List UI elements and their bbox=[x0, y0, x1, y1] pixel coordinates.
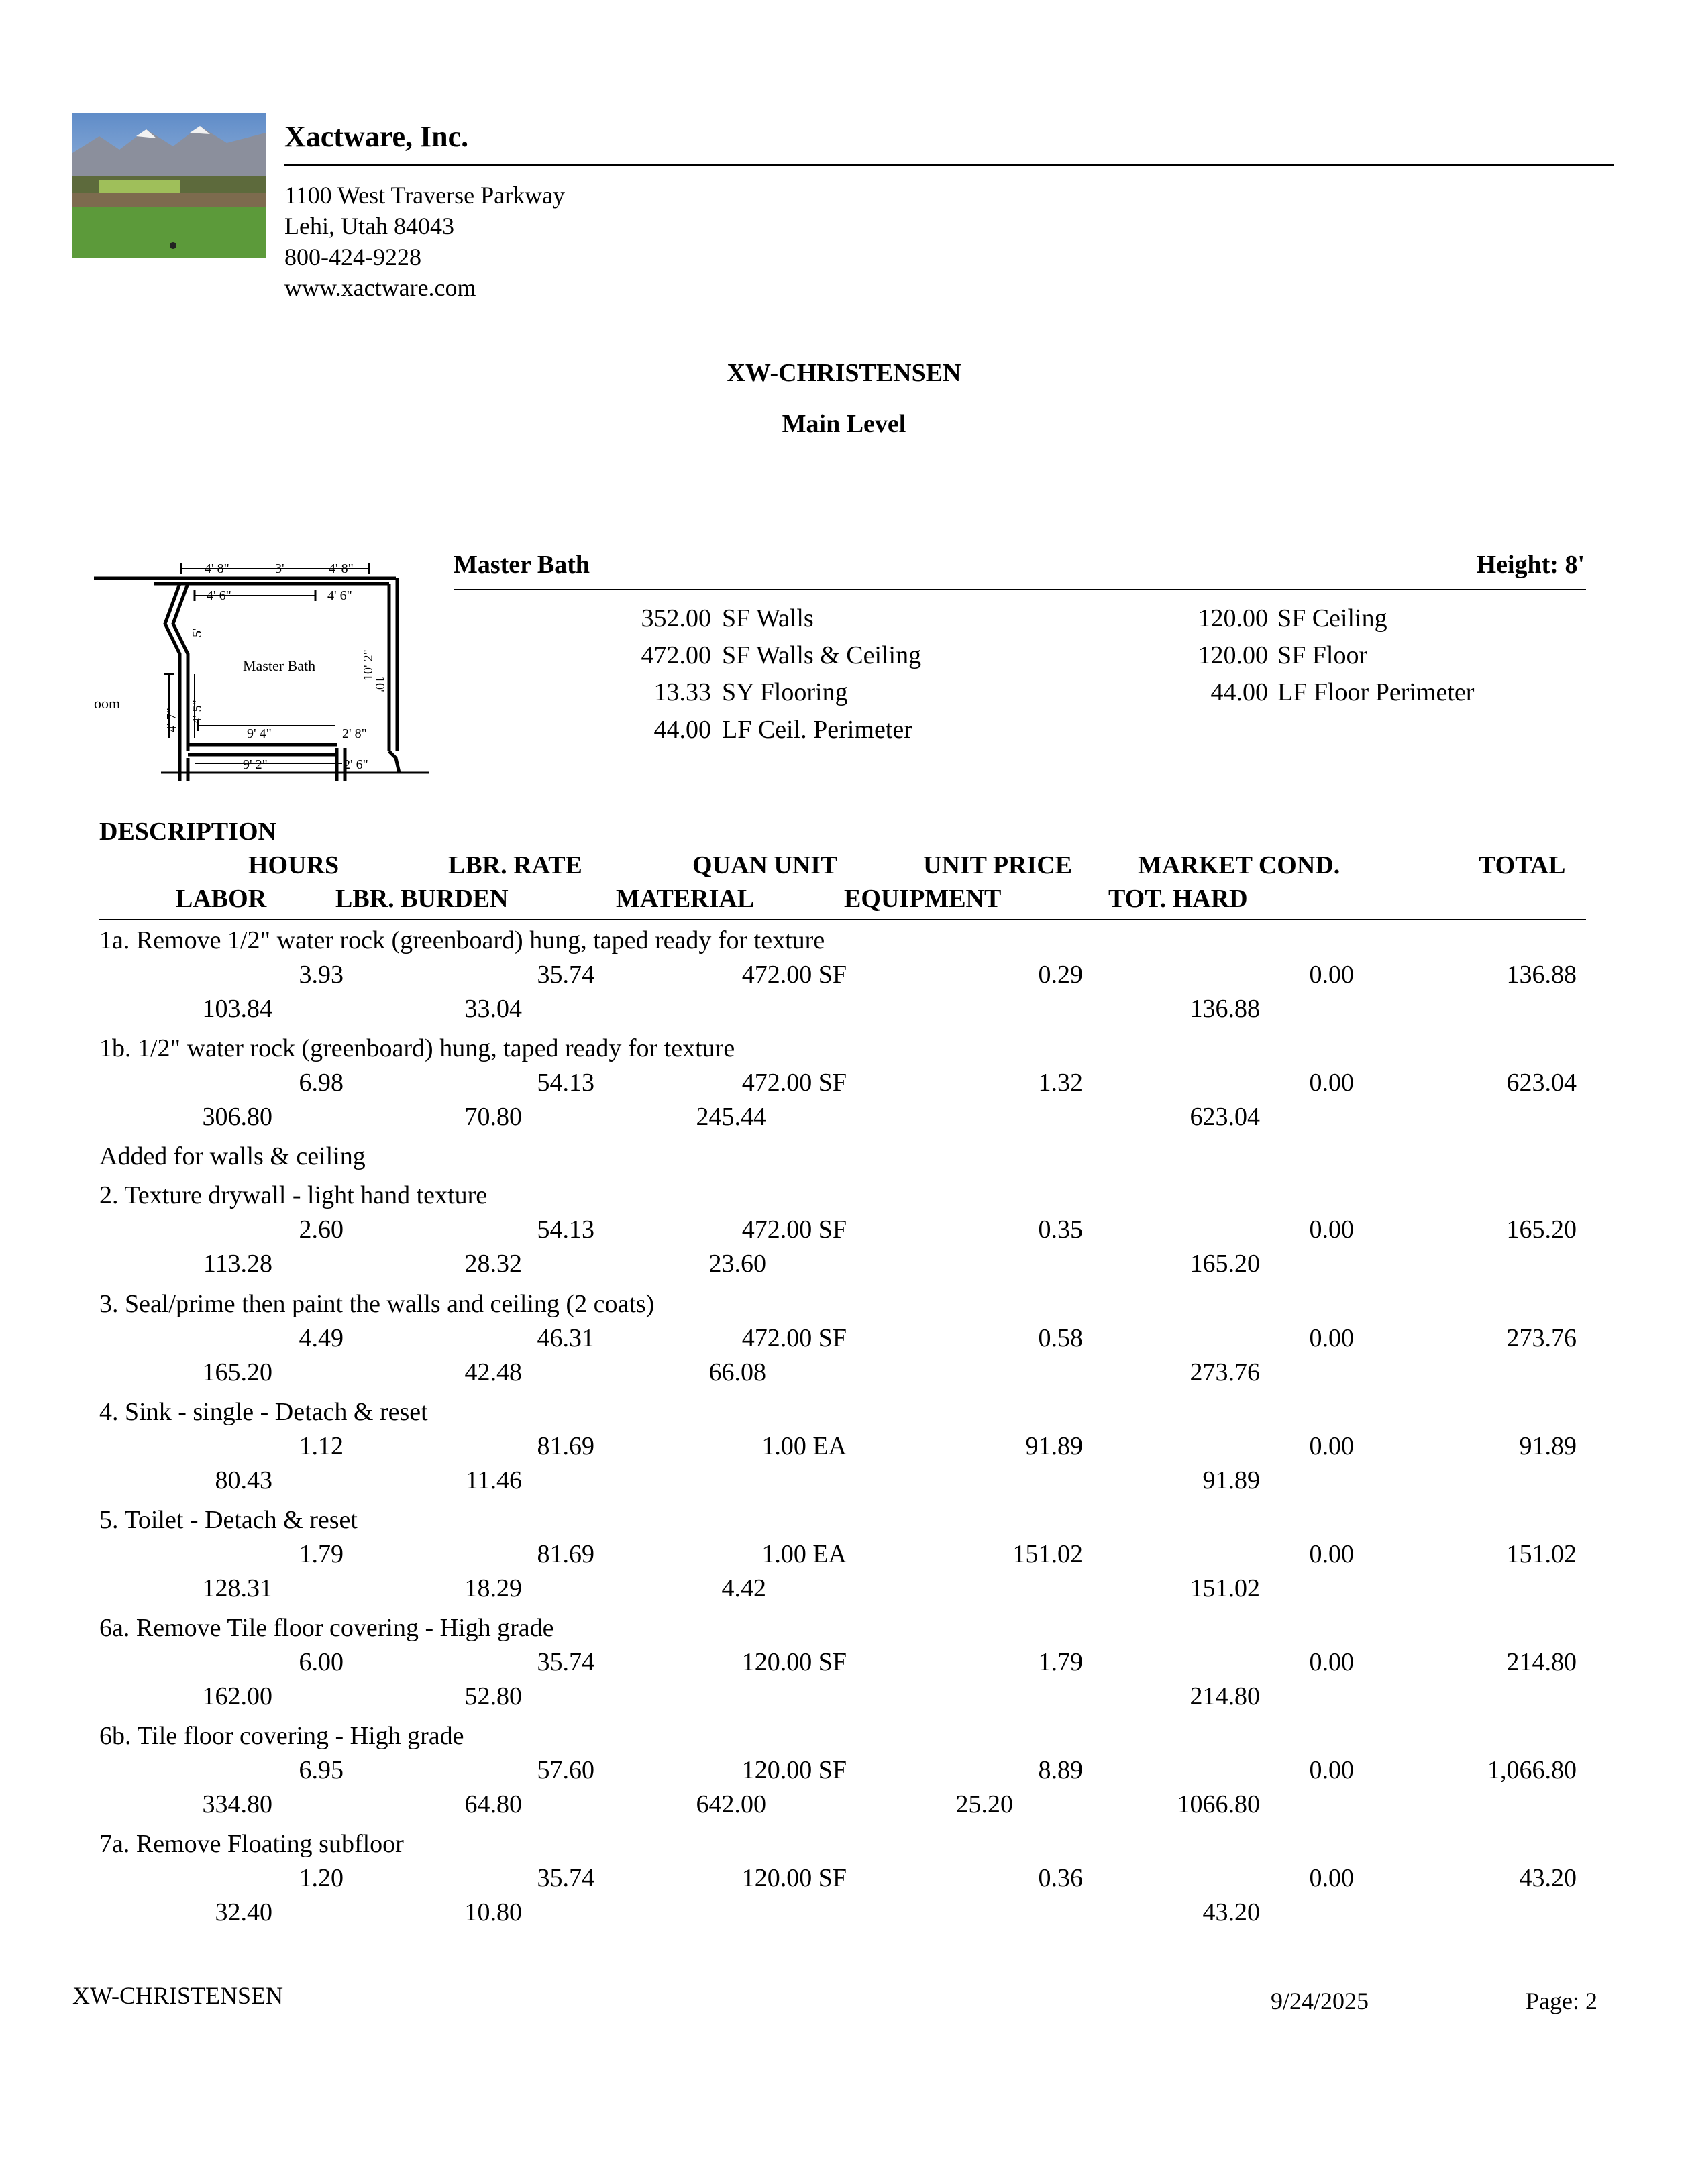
measure-label: LF Floor Perimeter bbox=[1277, 678, 1475, 706]
item-total: 1,066.80 bbox=[1487, 1756, 1577, 1784]
item-quan-unit: 120.00 SF bbox=[741, 1756, 847, 1784]
item-market-cond: 0.00 bbox=[1309, 1756, 1354, 1784]
dim-inner-right: 4' 6" bbox=[327, 588, 352, 603]
sketch-room-label: Master Bath bbox=[243, 657, 316, 674]
item-market-cond: 0.00 bbox=[1309, 1324, 1354, 1352]
dim-bottom-inner-right: 2' 8" bbox=[342, 726, 367, 741]
item-quan-unit: 120.00 SF bbox=[741, 1648, 847, 1676]
item-lbr-rate: 81.69 bbox=[537, 1540, 594, 1568]
item-lbr-burden: 52.80 bbox=[464, 1682, 522, 1710]
item-quan-unit: 1.00 EA bbox=[761, 1432, 847, 1460]
item-lbr-rate: 35.74 bbox=[537, 1648, 594, 1676]
item-lbr-rate: 54.13 bbox=[537, 1215, 594, 1244]
item-tot-hard: 151.02 bbox=[1190, 1574, 1260, 1602]
item-labor: 32.40 bbox=[215, 1898, 272, 1926]
item-unit-price: 1.79 bbox=[1038, 1648, 1083, 1676]
item-description: 3. Seal/prime then paint the walls and ceiling (2 coats) bbox=[99, 1290, 655, 1318]
item-hours: 3.93 bbox=[299, 961, 344, 989]
measure-label: SF Floor bbox=[1277, 641, 1368, 669]
measure-label: SF Walls & Ceiling bbox=[722, 641, 922, 669]
header-lbr-rate: LBR. RATE bbox=[448, 851, 582, 879]
company-address-line1: 1100 West Traverse Parkway bbox=[284, 182, 566, 209]
item-hours: 6.95 bbox=[299, 1756, 344, 1784]
footer-date: 9/24/2025 bbox=[1271, 1987, 1369, 2014]
item-lbr-burden: 10.80 bbox=[464, 1898, 522, 1926]
item-material: 245.44 bbox=[696, 1103, 766, 1131]
item-total: 91.89 bbox=[1519, 1432, 1577, 1460]
item-market-cond: 0.00 bbox=[1309, 1215, 1354, 1244]
item-labor: 103.84 bbox=[202, 995, 272, 1023]
item-description: 2. Texture drywall - light hand texture bbox=[99, 1181, 488, 1209]
item-unit-price: 91.89 bbox=[1025, 1432, 1083, 1460]
company-address-line2: Lehi, Utah 84043 bbox=[284, 213, 454, 239]
item-description: 4. Sink - single - Detach & reset bbox=[99, 1398, 428, 1426]
item-lbr-burden: 28.32 bbox=[464, 1250, 522, 1278]
item-tot-hard: 136.88 bbox=[1190, 995, 1260, 1023]
item-labor: 113.28 bbox=[203, 1250, 272, 1278]
item-total: 273.76 bbox=[1506, 1324, 1577, 1352]
header-material: MATERIAL bbox=[616, 885, 755, 913]
measure-value: 13.33 bbox=[653, 678, 711, 706]
header-labor: LABOR bbox=[176, 885, 267, 913]
room-sketch bbox=[94, 557, 429, 785]
measure-label: LF Ceil. Perimeter bbox=[722, 716, 912, 744]
measure-value: 472.00 bbox=[641, 641, 711, 669]
item-quan-unit: 120.00 SF bbox=[741, 1864, 847, 1892]
header-quan-unit: QUAN UNIT bbox=[692, 851, 838, 879]
company-name: Xactware, Inc. bbox=[284, 120, 469, 153]
room-divider bbox=[454, 589, 1586, 590]
item-quan-unit: 472.00 SF bbox=[741, 1324, 847, 1352]
item-hours: 1.79 bbox=[299, 1540, 344, 1568]
item-material: 4.42 bbox=[721, 1574, 766, 1602]
item-material: 23.60 bbox=[708, 1250, 766, 1278]
dim-bottom-outer-right: 2' 6" bbox=[344, 757, 368, 772]
item-unit-price: 1.32 bbox=[1038, 1069, 1083, 1097]
footer-project: XW-CHRISTENSEN bbox=[72, 1982, 283, 2009]
item-tot-hard: 91.89 bbox=[1202, 1466, 1260, 1494]
item-description: 7a. Remove Floating subfloor bbox=[99, 1830, 404, 1858]
item-total: 43.20 bbox=[1519, 1864, 1577, 1892]
measure-value: 120.00 bbox=[1198, 641, 1268, 669]
measure-label: SF Ceiling bbox=[1277, 604, 1387, 633]
item-market-cond: 0.00 bbox=[1309, 961, 1354, 989]
table-header-divider bbox=[99, 919, 1586, 920]
item-tot-hard: 214.80 bbox=[1190, 1682, 1260, 1710]
item-total: 214.80 bbox=[1506, 1648, 1577, 1676]
sketch-adjacent-label: oom bbox=[94, 695, 121, 712]
item-description: 1b. 1/2" water rock (greenboard) hung, taped ready for texture bbox=[99, 1034, 735, 1062]
footer-page: Page: 2 bbox=[1526, 1987, 1597, 2014]
item-unit-price: 0.35 bbox=[1038, 1215, 1083, 1244]
item-total: 165.20 bbox=[1506, 1215, 1577, 1244]
item-market-cond: 0.00 bbox=[1309, 1864, 1354, 1892]
item-tot-hard: 165.20 bbox=[1190, 1250, 1260, 1278]
item-note: Added for walls & ceiling bbox=[99, 1142, 366, 1170]
item-description: 6a. Remove Tile floor covering - High grade bbox=[99, 1614, 554, 1642]
header-tot-hard: TOT. HARD bbox=[1108, 885, 1248, 913]
item-tot-hard: 623.04 bbox=[1190, 1103, 1260, 1131]
item-labor: 80.43 bbox=[215, 1466, 272, 1494]
item-lbr-rate: 46.31 bbox=[537, 1324, 594, 1352]
company-phone: 800-424-9228 bbox=[284, 243, 421, 270]
item-quan-unit: 472.00 SF bbox=[741, 1215, 847, 1244]
item-lbr-burden: 33.04 bbox=[464, 995, 522, 1023]
item-lbr-burden: 42.48 bbox=[464, 1358, 522, 1386]
header-market-cond: MARKET COND. bbox=[1138, 851, 1340, 879]
header-description: DESCRIPTION bbox=[99, 818, 276, 846]
item-market-cond: 0.00 bbox=[1309, 1432, 1354, 1460]
header-unit-price: UNIT PRICE bbox=[923, 851, 1073, 879]
item-lbr-rate: 54.13 bbox=[537, 1069, 594, 1097]
header-total: TOTAL bbox=[1479, 851, 1566, 879]
item-labor: 165.20 bbox=[202, 1358, 272, 1386]
item-unit-price: 151.02 bbox=[1012, 1540, 1083, 1568]
item-description: 6b. Tile floor covering - High grade bbox=[99, 1722, 464, 1750]
item-lbr-burden: 70.80 bbox=[464, 1103, 522, 1131]
measure-value: 44.00 bbox=[1210, 678, 1268, 706]
item-tot-hard: 43.20 bbox=[1202, 1898, 1260, 1926]
item-unit-price: 0.29 bbox=[1038, 961, 1083, 989]
item-material: 66.08 bbox=[708, 1358, 766, 1386]
item-total: 136.88 bbox=[1506, 961, 1577, 989]
document-title: XW-CHRISTENSEN bbox=[727, 359, 961, 387]
item-quan-unit: 1.00 EA bbox=[761, 1540, 847, 1568]
dim-left-inner: 4' 5" bbox=[190, 700, 205, 724]
dim-left-outer: 4' 7" bbox=[164, 708, 179, 732]
item-market-cond: 0.00 bbox=[1309, 1540, 1354, 1568]
item-lbr-rate: 35.74 bbox=[537, 1864, 594, 1892]
dim-bottom-outer: 9' 2" bbox=[243, 757, 268, 772]
item-material: 642.00 bbox=[696, 1790, 766, 1818]
dim-top-right: 4' 8" bbox=[329, 561, 354, 576]
dim-inner-left: 4' 6" bbox=[207, 588, 231, 603]
item-unit-price: 0.36 bbox=[1038, 1864, 1083, 1892]
dim-right-inner: 10' bbox=[372, 676, 387, 692]
item-unit-price: 0.58 bbox=[1038, 1324, 1083, 1352]
item-description: 5. Toilet - Detach & reset bbox=[99, 1506, 358, 1534]
header-divider bbox=[284, 164, 1614, 166]
header-lbr-burden: LBR. BURDEN bbox=[335, 885, 509, 913]
level-title: Main Level bbox=[782, 410, 906, 438]
item-labor: 306.80 bbox=[202, 1103, 272, 1131]
item-lbr-rate: 81.69 bbox=[537, 1432, 594, 1460]
header-equipment: EQUIPMENT bbox=[844, 885, 1002, 913]
dim-bottom-inner: 9' 4" bbox=[247, 726, 272, 741]
item-lbr-rate: 35.74 bbox=[537, 961, 594, 989]
measure-label: SY Flooring bbox=[722, 678, 848, 706]
measure-value: 352.00 bbox=[641, 604, 711, 633]
item-labor: 128.31 bbox=[202, 1574, 272, 1602]
item-total: 623.04 bbox=[1506, 1069, 1577, 1097]
measure-value: 44.00 bbox=[653, 716, 711, 744]
item-hours: 6.98 bbox=[299, 1069, 344, 1097]
item-lbr-burden: 18.29 bbox=[464, 1574, 522, 1602]
item-hours: 1.20 bbox=[299, 1864, 344, 1892]
item-lbr-rate: 57.60 bbox=[537, 1756, 594, 1784]
room-name: Master Bath bbox=[454, 551, 590, 579]
item-labor: 162.00 bbox=[202, 1682, 272, 1710]
item-hours: 1.12 bbox=[299, 1432, 344, 1460]
item-labor: 334.80 bbox=[202, 1790, 272, 1818]
item-market-cond: 0.00 bbox=[1309, 1648, 1354, 1676]
item-hours: 4.49 bbox=[299, 1324, 344, 1352]
company-logo-photo bbox=[72, 113, 266, 258]
item-unit-price: 8.89 bbox=[1038, 1756, 1083, 1784]
item-quan-unit: 472.00 SF bbox=[741, 961, 847, 989]
item-total: 151.02 bbox=[1506, 1540, 1577, 1568]
item-lbr-burden: 64.80 bbox=[464, 1790, 522, 1818]
dim-top-left: 4' 8" bbox=[205, 561, 229, 576]
measure-label: SF Walls bbox=[722, 604, 814, 633]
item-tot-hard: 1066.80 bbox=[1177, 1790, 1260, 1818]
dim-right-outer: 10' 2" bbox=[361, 649, 376, 681]
item-market-cond: 0.00 bbox=[1309, 1069, 1354, 1097]
item-tot-hard: 273.76 bbox=[1190, 1358, 1260, 1386]
company-website: www.xactware.com bbox=[284, 274, 476, 301]
room-height: Height: 8' bbox=[1476, 551, 1585, 579]
item-hours: 6.00 bbox=[299, 1648, 344, 1676]
item-quan-unit: 472.00 SF bbox=[741, 1069, 847, 1097]
measure-value: 120.00 bbox=[1198, 604, 1268, 633]
item-lbr-burden: 11.46 bbox=[465, 1466, 522, 1494]
dim-angle-wall: 5' bbox=[190, 628, 205, 637]
item-description: 1a. Remove 1/2" water rock (greenboard) hung, taped ready for texture bbox=[99, 926, 825, 954]
item-equipment: 25.20 bbox=[955, 1790, 1013, 1818]
dim-top-mid: 3' bbox=[275, 561, 284, 576]
item-hours: 2.60 bbox=[299, 1215, 344, 1244]
header-hours: HOURS bbox=[248, 851, 339, 879]
